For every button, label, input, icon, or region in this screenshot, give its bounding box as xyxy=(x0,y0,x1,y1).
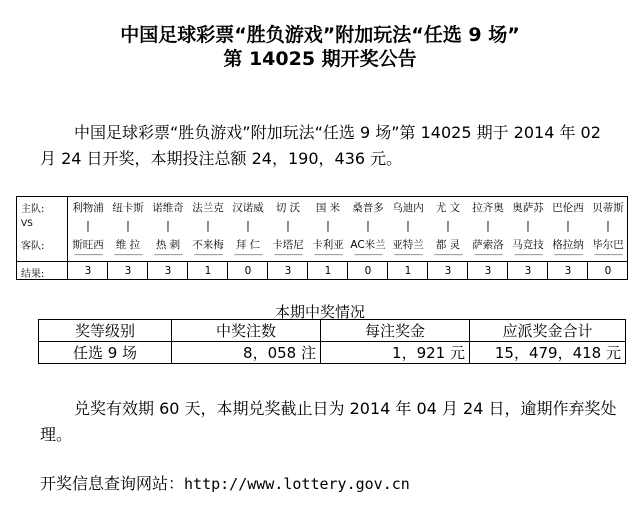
home-team: 桑普多 xyxy=(352,202,384,214)
prize-per: 1，921 元 xyxy=(321,342,470,364)
match-result: 1 xyxy=(324,265,332,277)
vs-bar: | xyxy=(406,219,410,232)
vs-row xyxy=(17,219,627,233)
vs-bar: | xyxy=(526,219,530,232)
team-underline: ———— xyxy=(274,250,302,259)
away-team: 格拉纳 xyxy=(552,239,584,251)
match-result: 1 xyxy=(404,265,412,277)
home-team: 切 沃 xyxy=(275,202,301,214)
header-level: 奖等级别 xyxy=(39,320,172,342)
result-column-divider xyxy=(587,261,588,279)
home-team: 诺维奇 xyxy=(152,202,184,214)
match-result: 0 xyxy=(364,265,372,277)
home-team: 国 米 xyxy=(315,202,341,214)
match-result: 3 xyxy=(564,265,572,277)
team-underline: ———— xyxy=(194,250,222,259)
vs-bar: | xyxy=(486,219,490,232)
vs-bar: | xyxy=(446,219,450,232)
vs-bar: | xyxy=(606,219,610,232)
away-team: 卡塔尼 xyxy=(272,239,304,251)
match-result: 3 xyxy=(124,265,132,277)
label-column-divider xyxy=(67,197,68,279)
home-team: 尤 文 xyxy=(435,202,461,214)
match-result: 3 xyxy=(484,265,492,277)
away-team: 维 拉 xyxy=(115,239,141,251)
team-underline: ———— xyxy=(234,250,262,259)
team-underline: ———— xyxy=(114,250,142,259)
away-team: 不来梅 xyxy=(192,239,224,251)
prize-table xyxy=(38,319,626,364)
away-team: 萨索洛 xyxy=(472,239,504,251)
away-team: 卡利亚 xyxy=(312,239,344,251)
away-label: 客队: xyxy=(21,241,45,252)
result-column-divider xyxy=(387,261,388,279)
header-per-prize: 每注奖金 xyxy=(321,320,470,342)
home-team: 巴伦西 xyxy=(552,202,584,214)
match-result: 3 xyxy=(284,265,292,277)
away-row xyxy=(17,237,627,251)
result-column-divider xyxy=(547,261,548,279)
result-column-divider xyxy=(187,261,188,279)
vs-bar: | xyxy=(366,219,370,232)
vs-bar: | xyxy=(166,219,170,232)
prize-level: 任选 9 场 xyxy=(39,342,172,364)
team-underline: ———— xyxy=(154,250,182,259)
match-result: 3 xyxy=(444,265,452,277)
match-result: 0 xyxy=(604,265,612,277)
intro-paragraph: 中国足球彩票“胜负游戏”附加玩法“任选 9 场”第 14025 期于 2014 年 02 月 24 日开奖，本期投注总额 24，190，436 元。 xyxy=(40,123,601,168)
issue-title: 第 14025 期开奖公告 xyxy=(223,48,417,70)
result-column-divider xyxy=(267,261,268,279)
home-team: 法兰克 xyxy=(192,202,224,214)
team-underline: ———— xyxy=(554,250,582,259)
home-team: 贝蒂斯 xyxy=(592,202,624,214)
team-underline: ———— xyxy=(514,250,542,259)
match-result: 3 xyxy=(164,265,172,277)
vs-label: VS xyxy=(21,219,33,229)
query-label: 开奖信息查询网站： xyxy=(40,474,185,493)
vs-bar: | xyxy=(86,219,90,232)
header-total: 应派奖金合计 xyxy=(470,320,626,342)
vs-bar: | xyxy=(206,219,210,232)
result-column-divider xyxy=(347,261,348,279)
redeem-note: 兑奖有效期 60 天，本期兑奖截止日为 2014 年 04 月 24 日，逾期作弃奖处理。 xyxy=(40,399,617,444)
match-result: 3 xyxy=(524,265,532,277)
prize-row xyxy=(39,342,626,364)
team-underline: ———— xyxy=(74,250,102,259)
vs-bar: | xyxy=(126,219,130,232)
match-result: 3 xyxy=(84,265,92,277)
prize-count: 8，058 注 xyxy=(172,342,321,364)
result-separator xyxy=(17,261,627,262)
away-team: 热 刺 xyxy=(155,239,181,251)
result-column-divider xyxy=(507,261,508,279)
announcement-title: 中国足球彩票“胜负游戏”附加玩法“任选 9 场” xyxy=(120,24,520,46)
team-underline: ———— xyxy=(314,250,342,259)
result-column-divider xyxy=(107,261,108,279)
away-team: 拜 仁 xyxy=(235,239,261,251)
match-result: 1 xyxy=(204,265,212,277)
query-line xyxy=(40,472,410,496)
home-team: 汉诺威 xyxy=(232,202,264,214)
away-team: 马竞技 xyxy=(512,239,544,251)
prize-header-row xyxy=(39,320,626,342)
team-underline: ———— xyxy=(594,250,622,259)
result-column-divider xyxy=(427,261,428,279)
match-result: 0 xyxy=(244,265,252,277)
team-underline: ———— xyxy=(354,250,382,259)
team-underline: ———— xyxy=(474,250,502,259)
away-team: 亚特兰 xyxy=(392,239,424,251)
team-underline: ———— xyxy=(394,250,422,259)
away-team: 都 灵 xyxy=(435,239,461,251)
vs-bar: | xyxy=(566,219,570,232)
result-column-divider xyxy=(307,261,308,279)
away-team: 毕尔巴 xyxy=(592,239,624,251)
team-underline: ———— xyxy=(434,250,462,259)
result-column-divider xyxy=(227,261,228,279)
home-team: 利物浦 xyxy=(72,202,104,214)
match-table xyxy=(16,196,628,280)
result-column-divider xyxy=(147,261,148,279)
away-team: 斯旺西 xyxy=(72,239,104,251)
header-count: 中奖注数 xyxy=(172,320,321,342)
home-team: 拉齐奥 xyxy=(472,202,504,214)
home-team: 奥萨苏 xyxy=(512,202,544,214)
home-row xyxy=(17,200,627,214)
vs-bar: | xyxy=(246,219,250,232)
result-row xyxy=(17,265,627,279)
query-url[interactable]: http://www.lottery.gov.cn xyxy=(184,475,410,493)
dash-row xyxy=(17,250,627,260)
home-team: 纽卡斯 xyxy=(112,202,144,214)
prize-title: 本期中奖情况 xyxy=(274,303,365,321)
vs-bar: | xyxy=(326,219,330,232)
prize-total: 15，479，418 元 xyxy=(470,342,626,364)
result-label: 结果: xyxy=(21,269,45,280)
home-team: 乌迪内 xyxy=(392,202,424,214)
away-team: AC米兰 xyxy=(350,239,386,251)
home-label: 主队: xyxy=(21,204,45,215)
vs-bar: | xyxy=(286,219,290,232)
result-column-divider xyxy=(467,261,468,279)
